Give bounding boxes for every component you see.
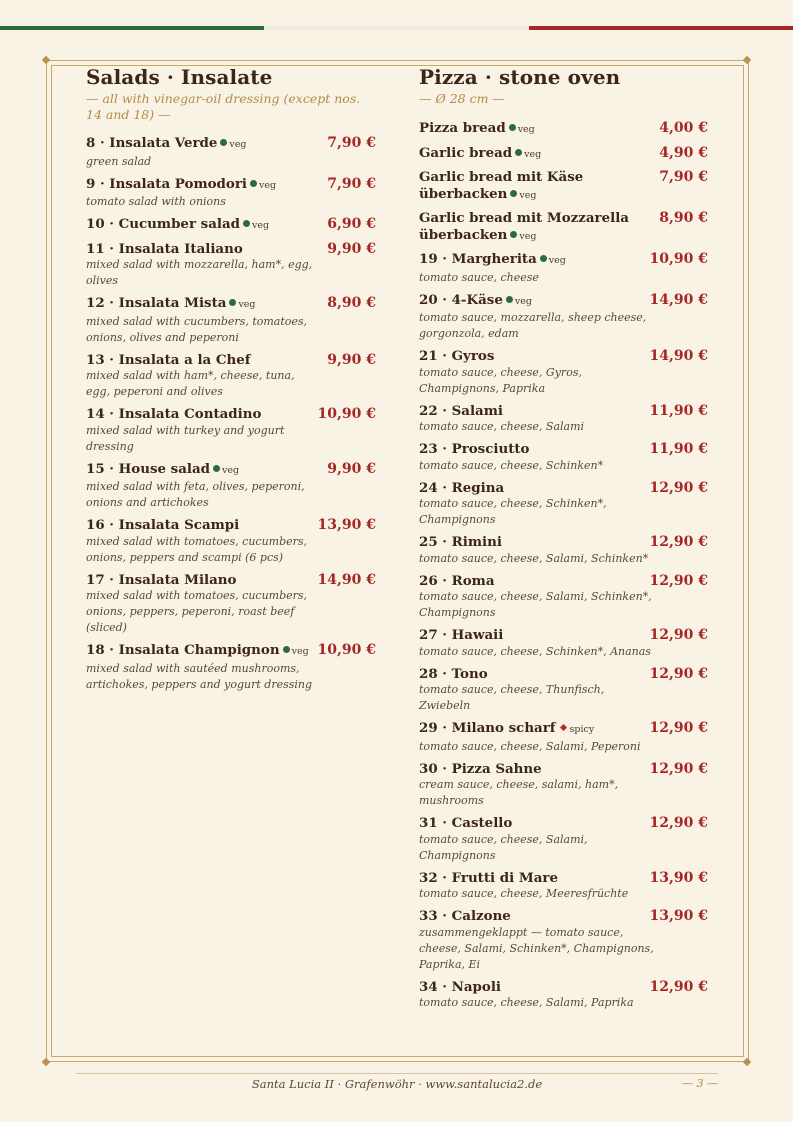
menu-item-name (419, 666, 646, 683)
menu-item (419, 403, 708, 436)
veg-dot-icon (229, 299, 236, 306)
menu-item-description: mixed salad with cucumbers, tomatoes, onions, olives and peperoni (86, 314, 308, 344)
menu-item-description: mixed salad with feta, olives, peperoni, onions and artichokes (86, 480, 305, 509)
menu-item-title: 31 · Castello (419, 815, 513, 831)
menu-item-name (419, 761, 646, 778)
menu-item-name (419, 908, 646, 925)
menu-item-price: 12,90 € (649, 978, 708, 995)
menu-item (419, 573, 708, 622)
menu-item-description: mixed salad with sautéed mushrooms, artichokes, peppers and yogurt dressing (86, 661, 313, 691)
menu-item-price: 4,00 € (659, 120, 708, 136)
menu-item-name (419, 251, 646, 270)
menu-item-name (86, 642, 314, 661)
menu-item-header (419, 169, 708, 204)
veg-tag: veg (514, 295, 532, 307)
veg-tag: veg (229, 139, 247, 150)
menu-item-description: tomato sauce, cheese, Schinken*, Ananas (419, 644, 651, 658)
menu-item-name (419, 210, 655, 245)
menu-item-header (86, 461, 376, 480)
menu-item (419, 120, 708, 139)
menu-item-header (419, 403, 708, 420)
menu-item (86, 241, 376, 290)
menu-item-price: 14,90 € (649, 291, 708, 308)
pizza-list (419, 120, 708, 1011)
pizza-subtitle: — Ø 28 cm — (419, 91, 505, 106)
menu-item-price: 11,90 € (649, 402, 708, 419)
veg-dot-icon (510, 231, 517, 238)
menu-item-title: 14 · Insalata Contadino (86, 406, 262, 422)
menu-item-description: zusammengeklappt — tomato sauce, cheese, Salami, Schinken*, Champignons, Paprika, Ei (419, 925, 654, 971)
menu-item (86, 642, 376, 693)
menu-item-title: 28 · Tono (419, 665, 488, 682)
menu-item-header (419, 908, 708, 925)
menu-item-description: tomato sauce, cheese, Thunfisch, Zwiebeln (419, 683, 605, 712)
menu-item-price: 8,90 € (659, 210, 708, 226)
menu-item-price: 10,90 € (317, 406, 376, 422)
veg-tag: veg (548, 255, 566, 266)
menu-item-description: tomato sauce, cheese, Gyros, Champignons, Paprika (419, 365, 582, 395)
menu-item-title: 10 · Cucumber salad (86, 216, 241, 232)
menu-item-price: 9,90 € (327, 460, 376, 477)
menu-item-price: 10,90 € (649, 251, 708, 267)
menu-item-description: mixed salad with mozzarella, ham*, egg, olives (86, 258, 313, 287)
menu-item-header (419, 251, 708, 270)
menu-item-price: 6,90 € (327, 216, 376, 232)
menu-item-name (419, 169, 655, 204)
corner-ornament (743, 1058, 751, 1066)
menu-item-header (419, 120, 708, 139)
veg-tag: veg (258, 179, 277, 191)
menu-item-description: tomato sauce, cheese, Schinken* (419, 458, 604, 472)
menu-item-header (419, 666, 708, 683)
menu-item-price: 10,90 € (317, 642, 376, 658)
spicy-tag: spicy (569, 724, 595, 735)
footer-divider (76, 1073, 718, 1074)
menu-item-title: 34 · Napoli (419, 978, 502, 995)
menu-item-title: 9 · Insalata Pomodori (86, 175, 247, 192)
menu-item (419, 870, 708, 903)
menu-item-header (419, 573, 708, 590)
menu-item-title: 15 · House salad (86, 460, 211, 477)
menu-item-name (419, 348, 646, 365)
veg-dot-icon (283, 646, 290, 653)
veg-tag: veg (519, 189, 537, 201)
menu-item (419, 292, 708, 343)
menu-item (86, 176, 376, 211)
menu-item-name (86, 295, 323, 314)
menu-item (419, 251, 708, 286)
menu-item-title: 25 · Rimini (419, 534, 502, 550)
menu-item-header (86, 295, 376, 314)
menu-item-name (419, 815, 646, 832)
menu-item-header (419, 210, 708, 245)
menu-item (86, 517, 376, 566)
menu-item-header (419, 441, 708, 458)
veg-tag: veg (524, 148, 542, 160)
menu-item (419, 534, 708, 567)
veg-dot-icon (250, 180, 257, 187)
veg-dot-icon (506, 296, 513, 303)
menu-item-price: 12,90 € (649, 760, 708, 777)
menu-item-description: tomato salad with onions (86, 195, 226, 208)
menu-item-price: 13,90 € (317, 517, 376, 533)
menu-item (86, 135, 376, 170)
menu-item-title: Pizza bread (419, 120, 506, 136)
menu-item-description: mixed salad with ham*, cheese, tuna, egg, peperoni and olives (86, 369, 295, 398)
menu-item-header (419, 627, 708, 644)
menu-item-price: 7,90 € (659, 169, 708, 185)
footer-text: Santa Lucia II · Grafenwöhr · www.santalucia2.de (251, 1077, 543, 1091)
menu-item-name (86, 352, 323, 369)
menu-item-header (86, 572, 376, 589)
spicy-diamond-icon (560, 724, 567, 731)
menu-item-description: tomato sauce, mozzarella, sheep cheese, gorgonzola, edam (419, 311, 647, 340)
menu-item-description: mixed salad with tomatoes, cucumbers, onions, peppers, peperoni, roast beef (sliced) (86, 589, 308, 634)
menu-item-title: 24 · Regina (419, 479, 505, 496)
menu-item-price: 13,90 € (649, 869, 708, 886)
menu-item-price: 13,90 € (649, 908, 708, 924)
menu-item-description: tomato sauce, cheese, Schinken*, Champignons (419, 497, 607, 526)
menu-item-title: Garlic bread (419, 144, 513, 161)
menu-item-header (419, 815, 708, 832)
menu-item-price: 14,90 € (317, 571, 376, 588)
veg-tag: veg (517, 124, 535, 135)
menu-item-price: 11,90 € (649, 441, 708, 457)
menu-item (419, 761, 708, 810)
veg-tag: veg (291, 646, 309, 657)
salads-section (86, 64, 376, 699)
menu-item-title: Garlic bread mit Käse überbacken (419, 169, 584, 202)
menu-item-title: 22 · Salami (419, 402, 503, 419)
veg-tag: veg (252, 220, 270, 231)
menu-item-name (86, 572, 314, 589)
menu-item-name (86, 517, 314, 534)
menu-item-header (419, 761, 708, 778)
menu-item-title: 16 · Insalata Scampi (86, 517, 240, 533)
menu-item-name (86, 406, 314, 423)
menu-item-title: 27 · Hawaii (419, 627, 504, 643)
menu-item-header (419, 534, 708, 551)
menu-item (419, 169, 708, 204)
menu-item-title: 26 · Roma (419, 572, 495, 589)
menu-item-description: tomato sauce, cheese, Salami, Schinken* (419, 551, 649, 565)
menu-item-header (419, 870, 708, 887)
menu-item-header (419, 979, 708, 996)
veg-dot-icon (515, 149, 522, 156)
menu-item-description: tomato sauce, cheese, Salami (419, 420, 585, 433)
menu-item-name (86, 461, 323, 480)
menu-item-price: 12,90 € (649, 534, 708, 550)
menu-item-header (86, 135, 376, 154)
veg-dot-icon (540, 255, 547, 262)
menu-item-price: 12,90 € (649, 572, 708, 589)
menu-item-title: 12 · Insalata Mista (86, 295, 227, 311)
menu-item-name (419, 441, 646, 458)
page-number: — 3 — (682, 1077, 718, 1090)
menu-item-name (86, 241, 323, 258)
menu-item-name (419, 720, 646, 739)
menu-item-title: 8 · Insalata Verde (86, 135, 218, 151)
menu-item-description: mixed salad with turkey and yogurt dressing (86, 423, 285, 453)
veg-dot-icon (243, 220, 250, 227)
menu-item (86, 406, 376, 455)
veg-dot-icon (220, 139, 227, 146)
menu-item-price: 12,90 € (649, 627, 708, 643)
veg-dot-icon (510, 190, 517, 197)
pizza-title: Pizza · stone oven (419, 65, 621, 89)
menu-item (86, 216, 376, 235)
menu-item-name (419, 145, 655, 164)
veg-tag: veg (238, 299, 256, 310)
menu-item-price: 9,90 € (327, 240, 376, 257)
menu-item (419, 210, 708, 245)
menu-item-header (419, 145, 708, 164)
menu-item-description: mixed salad with tomatoes, cucumbers, onions, peppers and scampi (6 pcs) (86, 534, 308, 564)
menu-item-name (419, 573, 646, 590)
menu-item-description: tomato sauce, cheese, Salami, Paprika (419, 996, 634, 1009)
menu-item-header (86, 517, 376, 534)
menu-item-name (419, 979, 646, 996)
menu-item (86, 352, 376, 401)
menu-item-price: 7,90 € (327, 135, 376, 151)
pizza-section (419, 64, 708, 1017)
menu-item-price: 12,90 € (649, 665, 708, 682)
menu-item-price: 4,90 € (659, 144, 708, 161)
menu-item-name (86, 176, 323, 195)
salads-list (86, 135, 376, 693)
veg-dot-icon (213, 465, 220, 472)
menu-item (419, 666, 708, 715)
menu-item (419, 480, 708, 529)
menu-item-title: 23 · Prosciutto (419, 441, 530, 457)
salads-subtitle: — all with vinegar-oil dressing (except nos. 14 and 18) — (86, 91, 361, 122)
menu-item-name (86, 216, 323, 235)
menu-item-name (419, 534, 646, 551)
flag-stripe-green (0, 26, 264, 30)
flag-stripe-red (529, 26, 793, 30)
menu-item (419, 815, 708, 864)
menu-item-header (86, 241, 376, 258)
menu-item (419, 627, 708, 660)
menu-item-title: 33 · Calzone (419, 908, 511, 924)
menu-item-name (419, 403, 646, 420)
menu-item-name (86, 135, 323, 154)
menu-item-title: 19 · Margherita (419, 251, 537, 267)
menu-item-title: 17 · Insalata Milano (86, 571, 237, 588)
flag-stripe-white (264, 26, 529, 30)
veg-dot-icon (509, 124, 516, 131)
menu-item-price: 12,90 € (649, 720, 708, 736)
menu-item-description: tomato sauce, cheese (419, 270, 539, 284)
menu-item-title: Garlic bread mit Mozzarella überbacken (419, 210, 629, 243)
menu-item-header (86, 352, 376, 369)
menu-item-price: 8,90 € (327, 295, 376, 311)
menu-item-header (86, 216, 376, 235)
menu-item-name (419, 627, 646, 644)
menu-item-header (86, 406, 376, 423)
menu-item (419, 441, 708, 474)
veg-tag: veg (222, 464, 240, 476)
menu-item-price: 9,90 € (327, 351, 376, 368)
menu-item-title: 29 · Milano scharf (419, 720, 556, 736)
veg-tag: veg (519, 230, 537, 242)
menu-item-header (419, 348, 708, 365)
menu-item-name (419, 480, 646, 497)
menu-item-description: tomato sauce, cheese, Salami, Peperoni (419, 739, 641, 753)
menu-item (419, 348, 708, 397)
menu-item-description: tomato sauce, cheese, Salami, Champignons (419, 832, 588, 862)
menu-item (419, 145, 708, 164)
menu-item-description: tomato sauce, cheese, Meeresfrüchte (419, 887, 629, 900)
menu-item-price: 12,90 € (649, 815, 708, 831)
menu-item-name (419, 292, 646, 311)
menu-item-description: green salad (86, 154, 152, 168)
menu-item-price: 7,90 € (327, 175, 376, 192)
menu-item (419, 979, 708, 1012)
menu-item-description: tomato sauce, cheese, Salami, Schinken*, Champignons (419, 590, 652, 619)
menu-item (86, 295, 376, 346)
menu-item-header (419, 720, 708, 739)
menu-item-price: 12,90 € (649, 479, 708, 496)
menu-item-price: 14,90 € (649, 348, 708, 364)
menu-item-name (419, 870, 646, 887)
menu-item-title: 13 · Insalata a la Chef (86, 351, 251, 368)
menu-item-title: 21 · Gyros (419, 348, 495, 364)
menu-item-title: 30 · Pizza Sahne (419, 760, 542, 777)
menu-item-header (86, 642, 376, 661)
menu-item-name (419, 120, 655, 139)
menu-item (419, 908, 708, 973)
menu-item-title: 32 · Frutti di Mare (419, 869, 558, 886)
menu-item (419, 720, 708, 755)
menu-item (86, 461, 376, 512)
menu-item-title: 18 · Insalata Champignon (86, 642, 280, 658)
menu-item-description: cream sauce, cheese, salami, ham*, mushrooms (419, 778, 619, 807)
salads-title: Salads · Insalate (86, 65, 273, 89)
menu-item-header (86, 176, 376, 195)
menu-item-title: 11 · Insalata Italiano (86, 240, 243, 257)
menu-item-title: 20 · 4-Käse (419, 291, 503, 308)
menu-item-header (419, 292, 708, 311)
menu-item-header (419, 480, 708, 497)
menu-item (86, 572, 376, 637)
